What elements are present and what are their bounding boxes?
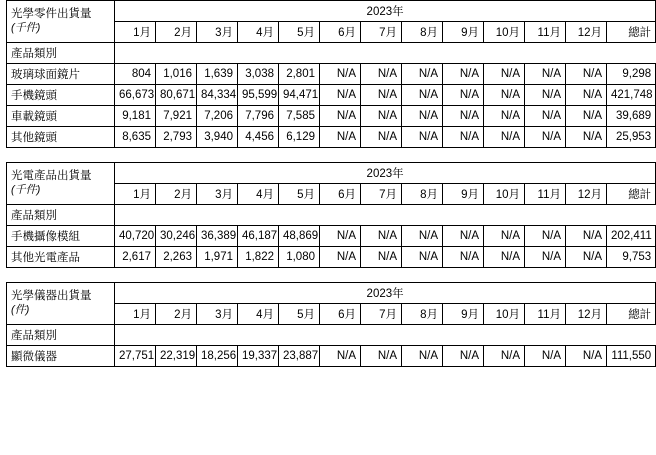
cell-value: N/A [402, 127, 443, 148]
table-row [7, 346, 656, 367]
cell-total: 202,411 [607, 226, 656, 247]
cell-value: 27,751 [115, 346, 156, 367]
cell-total: 111,550 [607, 346, 656, 367]
column-header-total: 總計 [607, 304, 656, 325]
cell-value: N/A [402, 346, 443, 367]
column-header-month-7: 7月 [361, 22, 402, 43]
cell-value: N/A [402, 226, 443, 247]
shipment-table-optoelectronic-products [6, 162, 656, 268]
column-header-month-8: 8月 [402, 184, 443, 205]
column-header-month-1: 1月 [115, 22, 156, 43]
cell-value: 804 [115, 64, 156, 85]
cell-value: N/A [443, 127, 484, 148]
cell-value: N/A [484, 226, 525, 247]
cell-value: 1,016 [156, 64, 197, 85]
table-header-row-title [7, 163, 656, 184]
cell-value: N/A [320, 226, 361, 247]
year-header: 2023年 [115, 1, 656, 22]
column-header-month-2: 2月 [156, 184, 197, 205]
cell-value: 4,456 [238, 127, 279, 148]
cell-value: 66,673 [115, 85, 156, 106]
cell-value: N/A [525, 106, 566, 127]
shipment-table-optical-components [6, 0, 656, 148]
row-label: 玻璃球面鏡片 [7, 64, 115, 85]
column-header-month-11: 11月 [525, 304, 566, 325]
cell-value: N/A [525, 85, 566, 106]
table-header-row-title [7, 1, 656, 22]
cell-value: 6,129 [279, 127, 320, 148]
cell-value: N/A [443, 346, 484, 367]
row-label: 其他鏡頭 [7, 127, 115, 148]
cell-value: 36,389 [197, 226, 238, 247]
table-row [7, 226, 656, 247]
row-label: 其他光電產品 [7, 247, 115, 268]
cell-value: N/A [443, 247, 484, 268]
row-label: 車載鏡頭 [7, 106, 115, 127]
column-header-month-7: 7月 [361, 184, 402, 205]
cell-value: 80,671 [156, 85, 197, 106]
category-header: 產品類別 [7, 43, 115, 64]
cell-value: N/A [361, 247, 402, 268]
cell-value: N/A [361, 106, 402, 127]
cell-value: N/A [484, 64, 525, 85]
table-corner-title [7, 1, 115, 43]
column-header-month-5: 5月 [279, 304, 320, 325]
cell-value: N/A [525, 346, 566, 367]
column-header-month-12: 12月 [566, 304, 607, 325]
cell-value: 7,585 [279, 106, 320, 127]
table-block-optoelectronic-products [0, 162, 656, 268]
column-header-month-3: 3月 [197, 304, 238, 325]
cell-value: N/A [566, 226, 607, 247]
cell-value: 1,080 [279, 247, 320, 268]
cell-value: 18,256 [197, 346, 238, 367]
column-header-month-11: 11月 [525, 22, 566, 43]
table-row [7, 247, 656, 268]
row-label: 顯微儀器 [7, 346, 115, 367]
row-label: 手機鏡頭 [7, 85, 115, 106]
cell-value: N/A [402, 64, 443, 85]
cell-value: N/A [443, 85, 484, 106]
column-header-month-6: 6月 [320, 22, 361, 43]
year-header: 2023年 [115, 283, 656, 304]
cell-value: N/A [566, 247, 607, 268]
cell-value: 1,971 [197, 247, 238, 268]
cell-value: 7,796 [238, 106, 279, 127]
cell-value: N/A [361, 226, 402, 247]
table-row [7, 127, 656, 148]
table-unit: (件) [11, 303, 30, 316]
cell-value: 7,206 [197, 106, 238, 127]
column-header-month-3: 3月 [197, 184, 238, 205]
column-header-month-10: 10月 [484, 184, 525, 205]
category-header: 產品類別 [7, 325, 115, 346]
cell-value: N/A [402, 106, 443, 127]
cell-value: N/A [361, 64, 402, 85]
cell-value: N/A [484, 346, 525, 367]
cell-value: N/A [402, 85, 443, 106]
cell-value: N/A [525, 226, 566, 247]
cell-value: N/A [320, 127, 361, 148]
shipment-table-optical-instruments [6, 282, 656, 367]
table-title: 光學零件出貨量 [11, 8, 92, 21]
column-header-total: 總計 [607, 22, 656, 43]
column-header-month-12: 12月 [566, 22, 607, 43]
cell-value: N/A [320, 64, 361, 85]
cell-value: N/A [361, 85, 402, 106]
column-header-month-1: 1月 [115, 184, 156, 205]
table-category-header-row [7, 205, 656, 226]
cell-value: 2,793 [156, 127, 197, 148]
table-gap [0, 268, 656, 282]
cell-value: 46,187 [238, 226, 279, 247]
cell-total: 39,689 [607, 106, 656, 127]
column-header-total: 總計 [607, 184, 656, 205]
cell-value: N/A [443, 64, 484, 85]
table-corner-title [7, 283, 115, 325]
cell-value: N/A [525, 64, 566, 85]
table-corner-title [7, 163, 115, 205]
cell-value: N/A [320, 346, 361, 367]
column-header-month-9: 9月 [443, 184, 484, 205]
table-unit: (千件) [11, 21, 41, 34]
table-row [7, 64, 656, 85]
column-header-month-4: 4月 [238, 304, 279, 325]
cell-value: 19,337 [238, 346, 279, 367]
column-header-month-9: 9月 [443, 304, 484, 325]
row-label: 手機攝像模組 [7, 226, 115, 247]
table-category-header-row [7, 43, 656, 64]
cell-value: 3,940 [197, 127, 238, 148]
cell-value: 2,617 [115, 247, 156, 268]
category-header: 產品類別 [7, 205, 115, 226]
cell-value: N/A [484, 247, 525, 268]
cell-value: 30,246 [156, 226, 197, 247]
column-header-month-5: 5月 [279, 184, 320, 205]
cell-value: N/A [320, 85, 361, 106]
column-header-month-10: 10月 [484, 22, 525, 43]
column-header-month-6: 6月 [320, 304, 361, 325]
cell-value: N/A [320, 106, 361, 127]
column-header-month-4: 4月 [238, 22, 279, 43]
cell-value: N/A [525, 247, 566, 268]
table-row [7, 106, 656, 127]
cell-value: 1,639 [197, 64, 238, 85]
column-header-month-6: 6月 [320, 184, 361, 205]
column-header-month-1: 1月 [115, 304, 156, 325]
column-header-month-7: 7月 [361, 304, 402, 325]
cell-total: 421,748 [607, 85, 656, 106]
table-header-row-title [7, 283, 656, 304]
column-header-month-9: 9月 [443, 22, 484, 43]
cell-value: 22,319 [156, 346, 197, 367]
cell-value: N/A [443, 106, 484, 127]
table-row [7, 85, 656, 106]
cell-value: 84,334 [197, 85, 238, 106]
cell-value: N/A [484, 106, 525, 127]
column-header-month-11: 11月 [525, 184, 566, 205]
table-block-optical-components [0, 0, 656, 148]
cell-value: N/A [443, 226, 484, 247]
table-gap [0, 148, 656, 162]
cell-value: N/A [402, 247, 443, 268]
cell-value: 7,921 [156, 106, 197, 127]
table-category-header-row [7, 325, 656, 346]
cell-value: 48,869 [279, 226, 320, 247]
cell-value: 40,720 [115, 226, 156, 247]
cell-value: 2,263 [156, 247, 197, 268]
cell-value: N/A [361, 346, 402, 367]
cell-value: N/A [566, 64, 607, 85]
cell-value: 23,887 [279, 346, 320, 367]
cell-value: N/A [566, 346, 607, 367]
column-header-month-4: 4月 [238, 184, 279, 205]
column-header-month-10: 10月 [484, 304, 525, 325]
cell-value: N/A [525, 127, 566, 148]
cell-value: N/A [361, 127, 402, 148]
table-title: 光電產品出貨量 [11, 170, 92, 183]
column-header-month-5: 5月 [279, 22, 320, 43]
cell-value: 94,471 [279, 85, 320, 106]
cell-value: 3,038 [238, 64, 279, 85]
cell-total: 9,298 [607, 64, 656, 85]
cell-total: 9,753 [607, 247, 656, 268]
cell-value: 8,635 [115, 127, 156, 148]
cell-value: N/A [320, 247, 361, 268]
year-header: 2023年 [115, 163, 656, 184]
cell-value: N/A [566, 85, 607, 106]
column-header-month-8: 8月 [402, 22, 443, 43]
cell-value: 95,599 [238, 85, 279, 106]
cell-value: N/A [566, 106, 607, 127]
column-header-month-8: 8月 [402, 304, 443, 325]
cell-value: N/A [484, 127, 525, 148]
cell-total: 25,953 [607, 127, 656, 148]
column-header-month-3: 3月 [197, 22, 238, 43]
table-title: 光學儀器出貨量 [11, 290, 92, 303]
table-block-optical-instruments [0, 282, 656, 367]
cell-value: N/A [566, 127, 607, 148]
cell-value: N/A [484, 85, 525, 106]
column-header-month-2: 2月 [156, 304, 197, 325]
cell-value: 1,822 [238, 247, 279, 268]
cell-value: 2,801 [279, 64, 320, 85]
cell-value: 9,181 [115, 106, 156, 127]
table-unit: (千件) [11, 183, 41, 196]
column-header-month-12: 12月 [566, 184, 607, 205]
column-header-month-2: 2月 [156, 22, 197, 43]
